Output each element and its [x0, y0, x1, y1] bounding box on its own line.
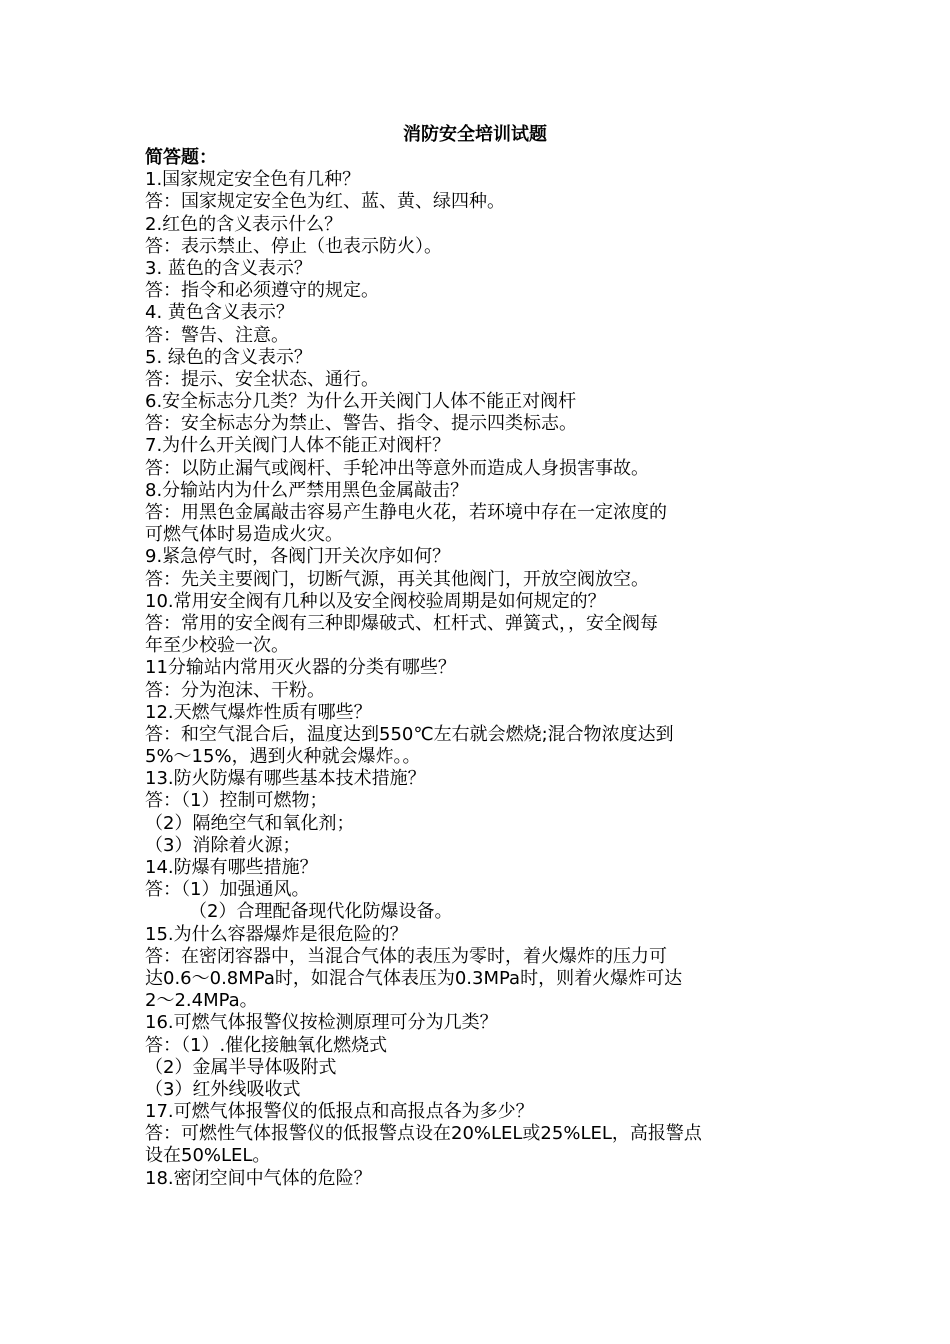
- answer-line: 答：提示、安全状态、通行。: [145, 368, 379, 390]
- question-line: 17.可燃气体报警仪的低报点和高报点各为多少？: [145, 1101, 534, 1123]
- question-line: 12.天燃气爆炸性质有哪些？: [145, 701, 372, 723]
- question-line: 16.可燃气体报警仪按检测原理可分为几类？: [145, 1012, 498, 1034]
- answer-line: 年至少校验一次。: [145, 635, 289, 657]
- question-line: 11分输站内常用灭火器的分类有哪些？: [145, 657, 456, 679]
- answer-line: 答：国家规定安全色为红、蓝、黄、绿四种。: [145, 191, 505, 213]
- document-body: [145, 147, 815, 1190]
- answer-line: 答：警告、注意。: [145, 324, 289, 346]
- answer-line: 答：安全标志分为禁止、警告、指令、提示四类标志。: [145, 413, 577, 435]
- answer-line: 答：以防止漏气或阀杆、手轮冲出等意外而造成人身损害事故。: [145, 457, 649, 479]
- answer-line: 2～2.4MPa。: [145, 990, 258, 1012]
- question-line: 3. 蓝色的含义表示？: [145, 257, 312, 279]
- question-line: 13.防火防爆有哪些基本技术措施？: [145, 768, 426, 790]
- question-line: 9.紧急停气时，各阀门开关次序如何？: [145, 546, 451, 568]
- question-line: 6.安全标志分几类？为什么开关阀门人体不能正对阀杆: [145, 391, 577, 413]
- question-line: 15.为什么容器爆炸是很危险的？: [145, 923, 408, 945]
- answer-line: （3）消除着火源；: [145, 834, 301, 856]
- answer-line: 答：常用的安全阀有三种即爆破式、杠杆式、弹簧式，，安全阀每: [145, 612, 658, 634]
- question-line: 4. 黄色含义表示？: [145, 302, 294, 324]
- answer-line: 答：分为泡沫、干粉。: [145, 679, 325, 701]
- answer-line: 答：（1）控制可燃物；: [145, 790, 328, 812]
- question-line: 8.分输站内为什么严禁用黑色金属敲击？: [145, 479, 469, 501]
- question-line: 1.国家规定安全色有几种？: [145, 169, 361, 191]
- answer-line: （2）隔绝空气和氧化剂；: [145, 812, 355, 834]
- question-line: 14.防爆有哪些措施？: [145, 857, 318, 878]
- answer-line: （3）红外线吸收式: [145, 1078, 301, 1100]
- section-heading: 简答题：: [145, 147, 217, 168]
- document-title: 消防安全培训试题: [403, 124, 547, 145]
- answer-line: 答：先关主要阀门，切断气源，再关其他阀门，开放空阀放空。: [145, 568, 649, 590]
- question-line: 18.密闭空间中气体的危险？: [145, 1167, 372, 1189]
- answer-line: 答：用黑色金属敲击容易产生静电火花，若环境中存在一定浓度的: [145, 502, 667, 523]
- answer-line: 答：指令和必须遵守的规定。: [145, 280, 379, 302]
- answer-line: 5%～15%，遇到火种就会爆炸。。: [145, 746, 421, 768]
- answer-line: 达0.6～0.8MPa时，如混合气体表压为0.3MPa时，则着火爆炸可达: [145, 967, 683, 989]
- answer-line: 答：和空气混合后，温度达到550℃左右就会燃烧;混合物浓度达到: [145, 723, 674, 745]
- answer-line: 答：（1）加强通风。: [145, 879, 310, 901]
- answer-line: （2）金属半导体吸附式: [145, 1056, 337, 1078]
- answer-line: 答：在密闭容器中，当混合气体的表压为零时，着火爆炸的压力可: [145, 945, 667, 967]
- question-line: 7.为什么开关阀门人体不能正对阀杆？: [145, 435, 451, 457]
- answer-line: 答：表示禁止、停止（也表示防火）。: [145, 235, 442, 257]
- question-line: 10.常用安全阀有几种以及安全阀校验周期是如何规定的？: [145, 590, 606, 612]
- answer-line: 设在50%LEL。: [145, 1145, 271, 1167]
- answer-line: 可燃气体时易造成火灾。: [145, 524, 343, 546]
- question-line: 2.红色的含义表示什么？: [145, 213, 343, 235]
- question-line: 5. 绿色的含义表示？: [145, 346, 312, 368]
- answer-line: 答：（1）.催化接触氧化燃烧式: [145, 1034, 388, 1056]
- answer-line: （2）合理配备现代化防爆设备。: [189, 901, 453, 923]
- answer-line: 答：可燃性气体报警仪的低报警点设在20%LEL或25%LEL，高报警点: [145, 1123, 702, 1145]
